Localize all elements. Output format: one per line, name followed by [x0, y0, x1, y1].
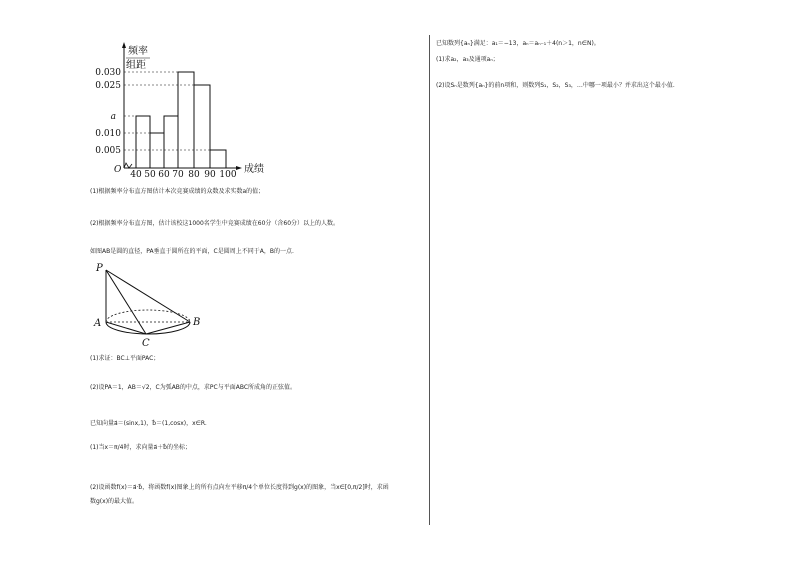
q1-part1: (1)根据频率分布直方图估计本次竞赛成绩的众数及求实数a的值； [90, 188, 265, 195]
point-a-label: A [94, 318, 102, 329]
q4-part2: (2)设Sₙ是数列{aₙ}的前n项和，则数列S₁，S₂，S₃，…中哪一项最小？并求出这个最小值. [436, 82, 675, 89]
frequency-histogram [88, 38, 268, 178]
origin-label: O [114, 165, 122, 175]
x-tick-40: 40 [130, 170, 142, 178]
x-axis-label: 成绩 [244, 164, 264, 175]
q4-intro: 已知数列{aₙ}满足：a₁＝−13，aₙ＝aₙ₋₁＋4(n＞1，n∈N)。 [436, 40, 600, 47]
q3-intro: 已知向量a⃗＝(sinx,1)，b⃗＝(1,cosx)，x∈R. [90, 420, 207, 427]
y-axis-label-bottom: 组距 [126, 60, 146, 71]
q3-part2-line1: (2)设函数f(x)＝a⃗·b⃗，将函数f(x)图象上的所有点向左平移π/4个单位长度得到g(x)的图象，当x∈[0,π/2]时，求函 [90, 484, 389, 491]
point-p-label: P [96, 263, 103, 274]
column-divider [429, 35, 430, 525]
q1-part2: (2)根据频率分布直方图，估计该校这1000名学生中竞赛成绩在60分（含60分）以上的人数。 [90, 220, 340, 227]
y-axis-label-top: 频率 [128, 46, 148, 57]
y-tick-0005: 0.005 [95, 146, 121, 156]
y-tick-0030: 0.030 [95, 68, 121, 78]
q3-part1: (1)当x＝π/4时，求向量a⃗＋b⃗的坐标； [90, 444, 191, 451]
geometry-figure [92, 260, 212, 350]
bar-40 [150, 133, 164, 168]
y-tick-a: a [110, 112, 116, 122]
x-tick-80: 80 [188, 170, 200, 178]
q4-part1: (1)求a₂，a₃及通项aₙ； [436, 56, 499, 63]
q2-intro: 如图AB是圆的直径，PA垂直于圆所在的平面，C是圆周上不同于A，B的一点. [90, 248, 294, 255]
x-tick-50: 50 [144, 170, 156, 178]
x-tick-70: 70 [172, 170, 184, 178]
y-tick-0010: 0.010 [95, 129, 121, 139]
x-tick-100: 100 [219, 170, 237, 178]
q2-part2: (2)设PA＝1，AB＝√2，C为弧AB的中点，求PC与平面ABC所成角的正弦值。 [90, 384, 297, 391]
x-tick-60: 60 [158, 170, 170, 178]
x-tick-90: 90 [204, 170, 216, 178]
q2-part1: (1)求证：BC⊥平面PAC； [90, 355, 160, 362]
point-b-label: B [193, 317, 201, 328]
point-c-label: C [142, 338, 150, 349]
y-tick-0025: 0.025 [95, 81, 121, 91]
q3-part2-line2: 数g(x)的最大值。 [90, 498, 139, 505]
